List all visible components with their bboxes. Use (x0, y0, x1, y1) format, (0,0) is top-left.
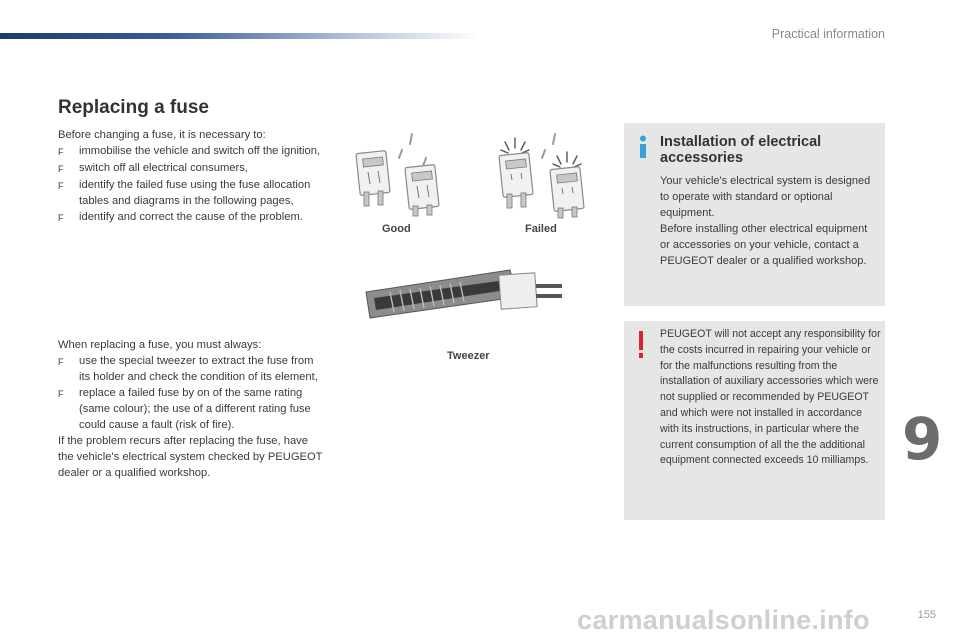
good-label: Good (382, 223, 411, 235)
good-fuse-illustration (352, 128, 452, 220)
failed-label: Failed (525, 223, 557, 235)
chapter-number: 9 (902, 405, 943, 473)
list-item: F switch off all electrical consumers, (58, 160, 323, 177)
bullet-mark: F (58, 147, 64, 157)
bullet-mark: F (58, 213, 64, 223)
bullet-mark: F (58, 357, 64, 367)
page-title: Replacing a fuse (58, 97, 209, 118)
bullet-mark: F (58, 164, 64, 174)
replacing-block (58, 337, 323, 481)
info-icon (636, 135, 650, 159)
warning-body: PEUGEOT will not accept any responsibility for the costs incurred in repairing your vehicle or for the malfunctions resulting from the installation of auxiliary accessories which were not supplied or recommended by PEUGEOT and which were not installed in accordance with its instructions, in particular where the current consumption of all the the additional equipment connected exceeds 10 milliamps. (660, 328, 881, 467)
failed-fuse-illustration (495, 128, 595, 220)
replacing-closing: If the problem recurs after replacing the fuse, have the vehicle's electrical system checked by PEUGEOT dealer or a qualified workshop. (58, 435, 323, 479)
intro-lead: Before changing a fuse, it is necessary to: (58, 129, 266, 141)
replacing-lead: When replacing a fuse, you must always: (58, 339, 262, 351)
info-box (624, 123, 885, 306)
info-body (660, 173, 875, 269)
list-item: F immobilise the vehicle and switch off the ignition, (58, 143, 323, 160)
tweezer-illustration (360, 262, 566, 334)
list-item: F identify the failed fuse using the fuse allocation tables and diagrams in the following pages, (58, 179, 311, 207)
info-paragraph: Your vehicle's electrical system is designed to operate with standard or optional equipment. (660, 175, 871, 219)
info-title: Installation of electrical accessories (660, 134, 822, 166)
warning-icon (636, 331, 646, 359)
list-item: F replace a failed fuse by on of the same rating (same colour); the use of a different rating fuse could cause a fault (risk of fire). (58, 387, 311, 431)
list-item: F use the special tweezer to extract the fuse from its holder and check the condition of its element, (58, 355, 318, 383)
tweezer-label: Tweezer (447, 350, 490, 362)
section-label: Practical information (771, 27, 885, 41)
list-item: F identify and correct the cause of the problem. (58, 209, 323, 226)
warning-box (624, 321, 885, 520)
page-number: 155 (917, 609, 936, 621)
header-accent-bar (0, 33, 480, 39)
bullet-mark: F (58, 389, 64, 399)
info-paragraph: Before installing other electrical equipment or accessories on your vehicle, contact a PEUGEOT dealer or a qualified workshop. (660, 223, 868, 267)
watermark: carmanualsonline.info (577, 605, 870, 635)
bullet-mark: F (58, 181, 64, 191)
intro-block (58, 127, 323, 226)
